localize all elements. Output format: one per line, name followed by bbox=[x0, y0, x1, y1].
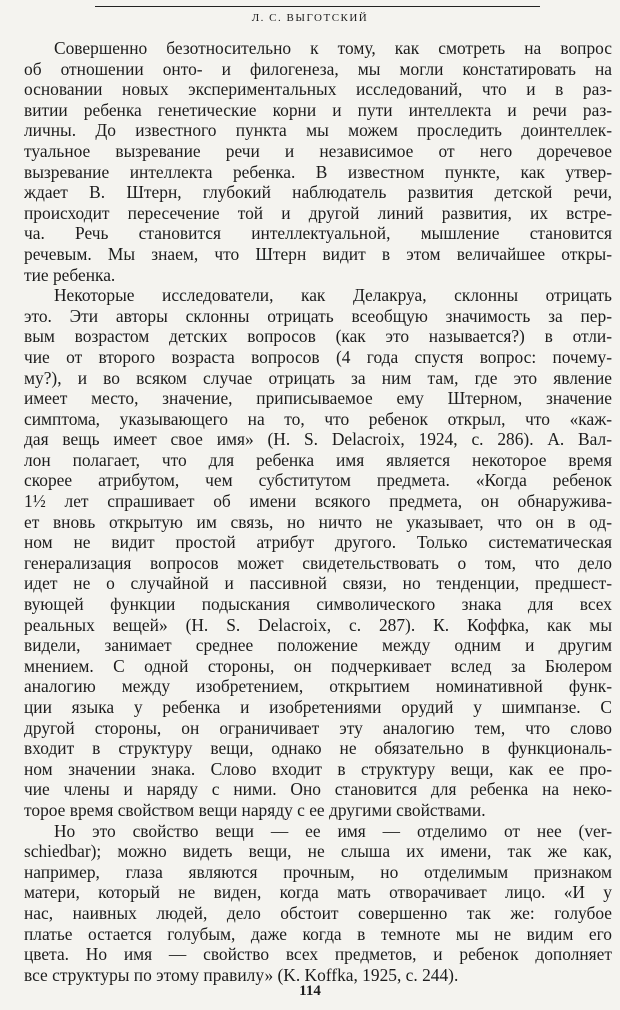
text-line: вызревание интеллекта ребенка. В известном пункте, как утвер- bbox=[24, 161, 612, 182]
text-line: schiedbar); можно видеть вещи, не слыша их имени, так же как, bbox=[24, 841, 612, 862]
text-line: тие ребенка. bbox=[24, 264, 116, 285]
text-line: Некоторые исследователи, как Делакруа, склонны отрицать bbox=[54, 285, 612, 306]
text-line: другой стороны, он ограничивает эту аналогию тем, что слово bbox=[24, 717, 612, 738]
page-number: 114 bbox=[299, 983, 321, 999]
text-line: Но это свойство вещи — ее имя — отделимо от нее (ver- bbox=[54, 820, 612, 841]
text-line: 1½ лет спрашивает об имени всякого предмета, он обнаружива- bbox=[24, 491, 612, 512]
text-line: дая вещь имеет свое имя» (H. S. Delacroix, 1924, с. 286). А. Вал- bbox=[24, 429, 612, 450]
text-line: витии ребенка генетические корни и пути интеллекта и речи раз- bbox=[24, 99, 612, 120]
text-line: например, глаза являются прочным, но отделимым признаком bbox=[24, 861, 612, 882]
text-line: Совершенно безотносительно к тому, как смотреть на вопрос bbox=[54, 38, 612, 58]
body-text bbox=[24, 38, 612, 985]
text-line: генерализация вопросов может свидетельствовать о том, что дело bbox=[24, 552, 612, 573]
text-line: происходит пересечение той и другой линий развития, их встре- bbox=[24, 202, 612, 223]
text-line: идет не о случайной и пассивной связи, но тенденции, предшест- bbox=[24, 573, 612, 594]
text-line: об отношении онто- и филогенеза, мы могли констатировать на bbox=[24, 58, 612, 79]
text-line: лон полагает, что для ребенка имя является некоторое время bbox=[24, 449, 612, 470]
header-rule bbox=[95, 6, 540, 7]
text-line: туальное вызревание речи и независимое от него доречевое bbox=[24, 140, 612, 161]
text-line: нас, наивных людей, дело обстоит совершенно так же: голубое bbox=[24, 902, 612, 923]
text-line: это. Эти авторы склонны отрицать всеобщую значимость за пер- bbox=[24, 305, 612, 326]
text-line: чие члены и наряду с ними. Оно становится для ребенка на неко- bbox=[24, 779, 612, 800]
text-line: платье остается голубым, даже когда в темноте мы не видим его bbox=[24, 923, 612, 944]
running-header: Л. С. ВЫГОТСКИЙ bbox=[251, 12, 369, 24]
text-line: имеет место, значение, приписываемое ему Штерном, значение bbox=[24, 388, 612, 409]
text-line: ции языка у ребенка и изобретениями орудий у шимпанзе. С bbox=[24, 697, 612, 717]
text-line: чие от второго возраста вопросов (4 года спустя вопрос: почему- bbox=[24, 346, 612, 367]
text-line: реальных вещей» (H. S. Delacroix, с. 287). К. Коффка, как мы bbox=[24, 614, 612, 635]
text-line: все структуры по этому правилу» (K. Koffka, 1925, с. 244). bbox=[24, 964, 459, 985]
text-line: ном не видит простой атрибут другого. Только систематическая bbox=[24, 532, 612, 553]
text-line: симптома, указывающего на то, что ребенок открыл, что «каж- bbox=[24, 408, 612, 429]
text-line: ждает В. Штерн, глубокий наблюдатель развития детской речи, bbox=[24, 182, 612, 203]
text-line: мнением. С одной стороны, он подчеркивает вслед за Бюлером bbox=[24, 655, 612, 676]
text-line: цвета. Но имя — свойство всех предметов, и ребенок дополняет bbox=[24, 944, 612, 965]
text-line: входит в структуру вещи, однако не обязательно в функциональ- bbox=[24, 738, 612, 759]
text-line: речевым. Мы знаем, что Штерн видит в этом величайшее откры- bbox=[24, 243, 612, 264]
text-line: торое время свойством вещи наряду с ее другими свойствами. bbox=[24, 799, 486, 820]
text-line: скорее атрибутом, чем субститутом предмета. «Когда ребенок bbox=[24, 470, 612, 491]
paragraph bbox=[24, 285, 612, 820]
text-line: аналогию между изобретением, открытием номинативной функ- bbox=[24, 676, 612, 697]
paragraph bbox=[24, 38, 612, 285]
text-line: основании новых экспериментальных исследований, что и в раз- bbox=[24, 79, 612, 100]
text-line: ном значении знака. Слово входит в структуру вещи, как ее про- bbox=[24, 758, 612, 779]
text-line: личны. До известного пункта мы можем проследить доинтеллек- bbox=[24, 120, 612, 141]
text-line: видели, занимает среднее положение между одним и другим bbox=[24, 635, 612, 656]
paragraph bbox=[24, 821, 612, 986]
text-line: матери, который не виден, когда мать отворачивает лицо. «И у bbox=[24, 882, 612, 903]
text-line: му?), и во всяком случае отрицать за ним там, где это явление bbox=[24, 367, 612, 388]
text-line: вым возрастом детских вопросов (как это называется?) в отли- bbox=[24, 326, 612, 347]
text-line: вующей функции подыскания символического знака для всех bbox=[24, 594, 612, 615]
text-line: ет вновь открытую им связь, но ничто не указывает, что он в од- bbox=[24, 511, 612, 532]
text-line: ча. Речь становится интеллектуальной, мышление становится bbox=[24, 223, 612, 244]
